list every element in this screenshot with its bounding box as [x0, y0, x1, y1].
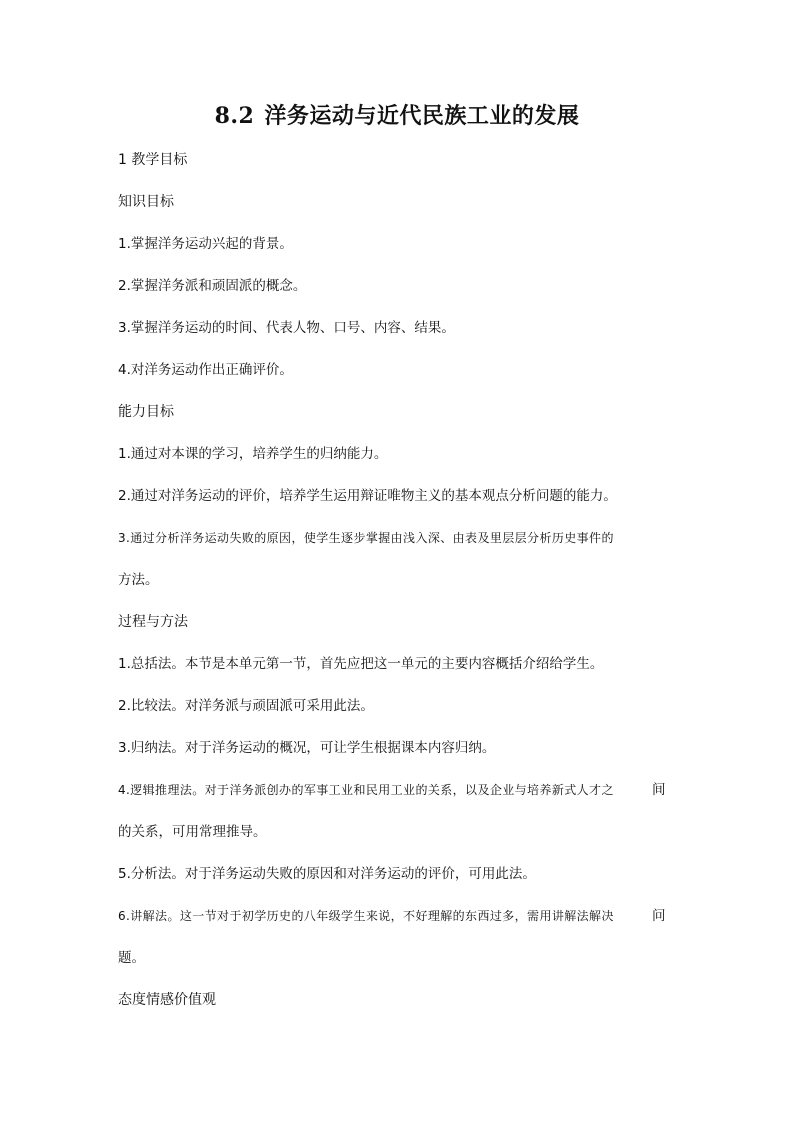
process-item-3: 3.归纳法。对于洋务运动的概况，可让学生根据课本内容归纳。 [118, 740, 496, 756]
process-item-6: 6.讲解法。这一节对于初学历史的八年级学生来说，不好理解的东西过多，需用讲解法解决 [118, 909, 614, 923]
subsection-heading-process: 过程与方法 [118, 614, 188, 630]
ability-item-3-continued: 方法。 [118, 572, 159, 588]
subsection-heading-ability: 能力目标 [118, 404, 174, 420]
knowledge-item-4: 4.对洋务运动作出正确评价。 [118, 362, 293, 378]
process-item-4: 4.逻辑推理法。对于洋务派创办的军事工业和民用工业的关系，以及企业与培养新式人才之 [118, 783, 614, 797]
process-item-1: 1.总括法。本节是本单元第一节，首先应把这一单元的主要内容概括介绍给学生。 [118, 656, 604, 672]
process-item-2: 2.比较法。对洋务派与顽固派可采用此法。 [118, 698, 374, 714]
title-text: 洋务运动与近代民族工业的发展 [264, 103, 580, 129]
process-item-6-continued: 题。 [118, 950, 145, 966]
process-item-4-continued: 的关系，可用常理推导。 [118, 824, 267, 840]
knowledge-item-2: 2.掌握洋务派和顽固派的概念。 [118, 278, 307, 294]
ability-item-3: 3.通过分析洋务运动失败的原因，使学生逐步掌握由浅入深、由表及里层层分析历史事件的 [118, 531, 614, 545]
title-number: 8.2 [214, 103, 255, 129]
process-item-4-tail: 间 [652, 782, 666, 798]
process-item-6-tail: 问 [652, 908, 666, 924]
subsection-heading-attitude: 态度情感价值观 [118, 992, 216, 1008]
knowledge-item-3: 3.掌握洋务运动的时间、代表人物、口号、内容、结果。 [118, 320, 455, 336]
process-item-5: 5.分析法。对于洋务运动失败的原因和对洋务运动的评价，可用此法。 [118, 866, 536, 882]
section-heading-teaching-goals: 1 教学目标 [118, 152, 188, 168]
ability-item-1: 1.通过对本课的学习，培养学生的归纳能力。 [118, 446, 388, 462]
knowledge-item-1: 1.掌握洋务运动兴起的背景。 [118, 236, 293, 252]
subsection-heading-knowledge: 知识目标 [118, 194, 174, 210]
ability-item-2: 2.通过对洋务运动的评价，培养学生运用辩证唯物主义的基本观点分析问题的能力。 [118, 488, 617, 504]
document-title [0, 101, 794, 131]
